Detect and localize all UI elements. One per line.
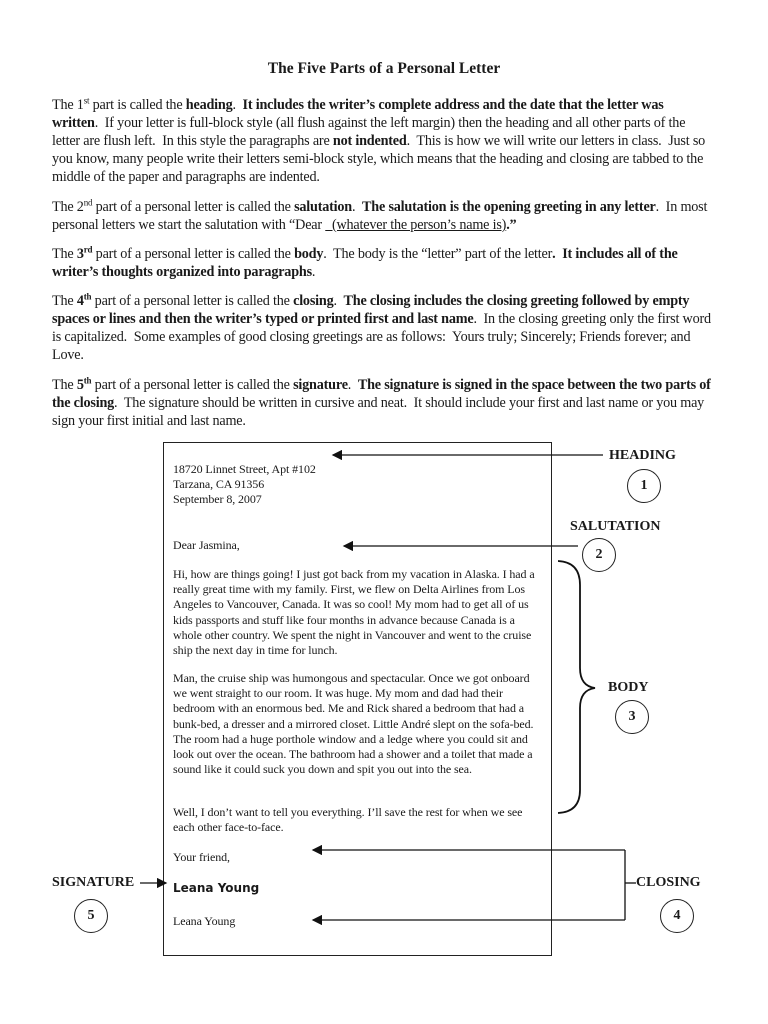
bold-text-segment: It includes the writer’s complete address and the date that the letter was written xyxy=(52,97,667,131)
bold-text-segment: salutation xyxy=(294,199,352,215)
bold-text-segment: th xyxy=(83,291,92,302)
letter-body-paragraph: Man, the cruise ship was humongous and spectacular. Once we got onboard we went straight to our room. It was huge. My mom and dad had their bedroom with an enormous bed. Me and Rick shared a bedroom that had a bunk-bed, a dresser and a mirrored closet. Little André slept on the sofa-bed. The room had a huge porthole window and a ledge where you could sit and look out over the ocean. The bathroom had a shower and a toilet that made a sound like it could suck you down and spit you out into the sea. xyxy=(173,671,534,777)
text-segment: . xyxy=(352,199,363,215)
heading-label: HEADING xyxy=(609,448,676,463)
date-line: September 8, 2007 xyxy=(173,492,262,507)
text-segment: The xyxy=(52,377,77,393)
text-segment: (whatever the person’s name is) xyxy=(325,217,507,233)
text-segment: . xyxy=(232,97,243,113)
page-title: The Five Parts of a Personal Letter xyxy=(267,60,501,77)
text-segment: nd xyxy=(83,197,93,208)
closing-label: CLOSING xyxy=(636,875,701,890)
text-segment: . In most personal letters we start the salutation with “Dear xyxy=(52,199,711,233)
bold-text-segment: th xyxy=(83,375,92,386)
text-segment: part of a personal letter is called the xyxy=(92,246,295,262)
text-segment: The xyxy=(52,246,77,262)
bold-text-segment: rd xyxy=(83,244,93,255)
signature-label: SIGNATURE xyxy=(52,875,135,890)
text-segment: The 2 xyxy=(52,199,84,215)
letter-body-paragraph: Hi, how are things going! I just got back from my vacation in Alaska. I had a really great time with my family. First, we flew on Delta Airlines from Los Angeles to Vancouver, Canada. It was so cool! My mom had to get all of us kids passports and stuff like four months in advance because Canada is a whole other country. We spent the night in Vancouver and went to the cruise ship the next day in time for lunch. xyxy=(173,567,535,658)
salutation-label: SALUTATION xyxy=(570,519,661,534)
closing-number-circle: 4 xyxy=(660,899,694,933)
body-number-circle: 3 xyxy=(615,700,649,734)
text-segment: . The body is the “letter” part of the letter xyxy=(323,246,553,262)
text-segment: part is called the xyxy=(89,97,186,113)
heading-number-circle: 1 xyxy=(627,469,661,503)
bold-text-segment: The closing includes the closing greeting followed by empty spaces or lines and then the writer’s typed or printed first and last name xyxy=(52,293,693,327)
text-segment: . xyxy=(333,293,344,309)
bold-text-segment: closing xyxy=(293,293,334,309)
text-segment: . This is how we will write our letters in class. Just so you know, many people write their letters semi-block style, which means that the heading and closing are tabbed to the middle of the paper and paragraphs are indented. xyxy=(52,133,709,185)
text-segment: . The signature should be written in cursive and neat. It should include your first and last name or you may sign your first initial and last name. xyxy=(52,395,708,429)
bold-text-segment: heading xyxy=(185,97,233,113)
text-segment: . xyxy=(311,264,316,280)
signature-number-circle: 5 xyxy=(74,899,108,933)
letter-printed-name: Leana Young xyxy=(173,914,236,928)
letter-signature: Leana Young xyxy=(173,881,260,895)
bold-text-segment: The signature is signed in the space between the two parts of the closing xyxy=(52,377,715,411)
letter-closing: Your friend, xyxy=(173,850,230,864)
address-line: Tarzana, CA 91356 xyxy=(173,477,265,492)
bold-text-segment: The salutation is the opening greeting in any letter xyxy=(362,199,656,215)
bold-text-segment: .” xyxy=(506,217,517,233)
text-segment: . In the closing greeting only the first word is capitalized. Some examples of good closing greetings are as follows: Yours truly; Sincerely; Friends forever; and Love. xyxy=(52,311,715,363)
address-line: 18720 Linnet Street, Apt #102 xyxy=(173,462,316,476)
letter-salutation: Dear Jasmina, xyxy=(173,538,240,552)
text-segment: part of a personal letter is called the xyxy=(92,199,295,215)
text-segment: part of a personal letter is called the xyxy=(91,293,294,309)
text-segment: . xyxy=(347,377,358,393)
text-segment: part of a personal letter is called the xyxy=(91,377,294,393)
bold-text-segment: body xyxy=(294,246,324,262)
body-brace xyxy=(558,561,595,813)
text-segment: The xyxy=(52,293,77,309)
bold-text-segment: 4 xyxy=(76,293,84,309)
body-label: BODY xyxy=(608,680,649,695)
bold-text-segment: not indented xyxy=(332,133,407,149)
bold-text-segment: signature xyxy=(293,377,348,393)
bold-text-segment: 3 xyxy=(76,246,84,262)
text-segment: . If your letter is full-block style (all flush against the left margin) then the heading and all other parts of the letter are flush left. In this style the paragraphs are xyxy=(52,115,689,149)
bold-text-segment: 5 xyxy=(76,377,84,393)
text-segment: The 1 xyxy=(52,97,84,113)
bold-text-segment: . It includes all of the writer’s thoughts organized into paragraphs xyxy=(52,246,681,280)
letter-body-paragraph: Well, I don’t want to tell you everything. I’ll save the rest for when we see each other face-to-face. xyxy=(173,805,523,835)
text-segment: st xyxy=(83,95,90,106)
salutation-number-circle: 2 xyxy=(582,538,616,572)
